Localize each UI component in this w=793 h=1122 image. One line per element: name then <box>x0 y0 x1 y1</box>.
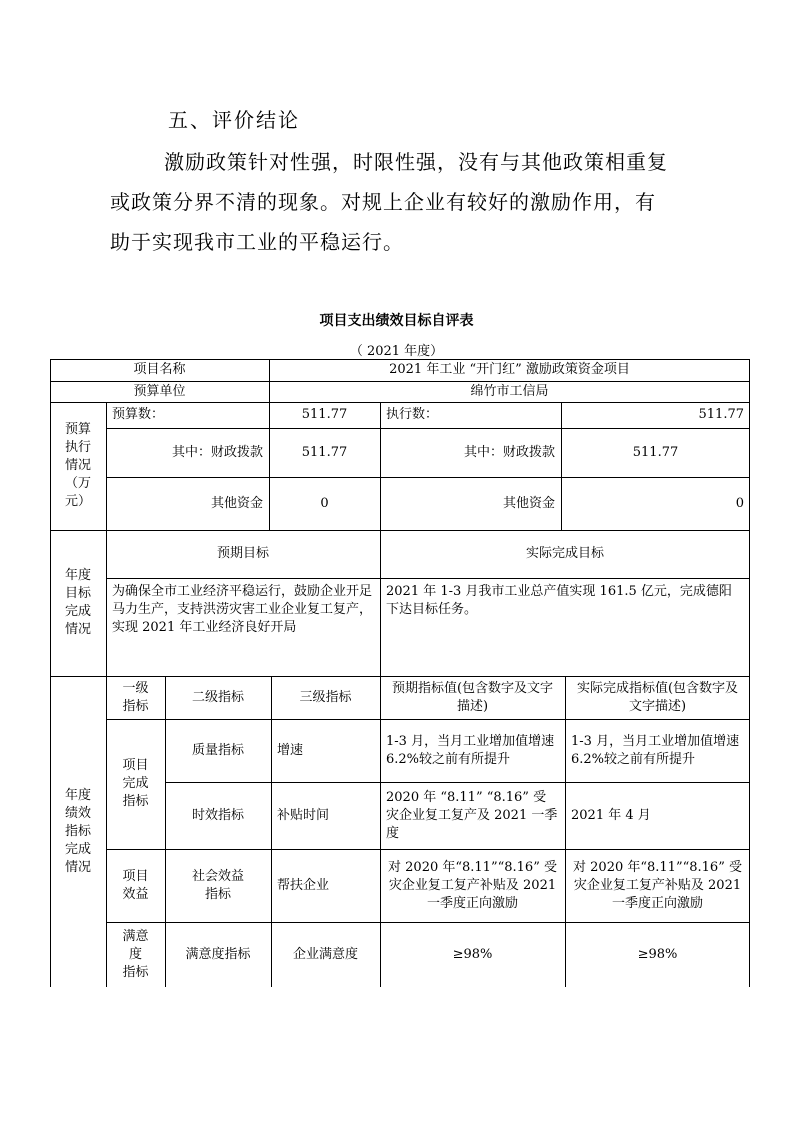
conclusion-line-3: 助于实现我市工业的平稳运行。 <box>110 230 404 254</box>
label-part: 项目 <box>122 758 149 773</box>
label-part: 完成 <box>122 776 149 791</box>
social-benefit-actual: 对 2020 年“8.11”“8.16” 受灾企业复工复产补贴及 2021 一季度正向激励 <box>573 859 742 911</box>
label-part: 年度 <box>64 787 91 803</box>
other-funds-exec-value: 0 <box>735 495 744 511</box>
satisfaction-l3: 企业满意度 <box>292 946 358 962</box>
performance-label <box>50 676 106 987</box>
actual-goal-text: 2021 年 1-3 月我市工业总产值实现 161.5 亿元，完成德阳下达目标任务。 <box>386 584 732 617</box>
other-funds-label: 其他资金 <box>210 495 263 511</box>
social-benefit-l3: 帮扶企业 <box>277 877 330 893</box>
satisfaction-indicator: 满意度指标 <box>185 946 251 962</box>
exec-amount-value: 511.77 <box>698 407 744 422</box>
performance-table <box>50 359 750 987</box>
label-part: 指标 <box>122 698 149 714</box>
label-part: 指标 <box>64 823 91 839</box>
expected-goal-text: 为确保全市工业经济平稳运行，鼓励企业开足马力生产，支持洪涝灾害工业企业复工复产，实现 2021 年工业经济良好开局 <box>112 584 373 635</box>
timeliness-indicator: 时效指标 <box>191 807 244 823</box>
other-funds-exec-label: 其他资金 <box>502 495 555 511</box>
actual-goal-header: 实际完成目标 <box>525 546 604 561</box>
timeliness-expected: 2020 年 “8.11” “8.16” 受灾企业复工复产及 2021 一季度 <box>386 789 558 841</box>
col-level2-header: 二级指标 <box>191 689 244 705</box>
other-funds-value: 0 <box>320 495 329 511</box>
label-part: 指标 <box>204 886 231 902</box>
timeliness-actual: 2021 年 4 月 <box>571 807 651 823</box>
col-level3-header: 三级指标 <box>299 689 352 705</box>
budget-section-label <box>50 402 106 530</box>
label-part: 指标 <box>122 794 149 809</box>
quality-indicator: 质量指标 <box>191 742 244 758</box>
label-part: 情况 <box>64 859 91 875</box>
label-part: 情况 <box>64 622 91 637</box>
label-part: 完成 <box>64 604 91 619</box>
social-benefit-expected: 对 2020 年“8.11”“8.16” 受灾企业复工复产补贴及 2021 一季度正向激励 <box>388 859 557 911</box>
label-part: 执行 <box>64 440 91 455</box>
col-expected-header: 预期指标值(包含数字及文字描述) <box>391 680 554 714</box>
label-part: 项目 <box>122 868 149 884</box>
label-part: 社会效益 <box>191 868 244 884</box>
col-actual-header: 实际完成指标值(包含数字及文字描述) <box>576 680 739 714</box>
satisfaction-expected: ≥98% <box>452 946 493 962</box>
label-part: 效益 <box>122 886 149 902</box>
expected-goal-header: 预期目标 <box>216 546 269 561</box>
annual-goal-label <box>50 530 106 676</box>
exec-amount-label: 执行数： <box>386 407 439 422</box>
fiscal-label: 其中：财政拨款 <box>171 444 263 460</box>
quality-expected: 1-3 月，当月工业增加值增速 6.2%较之前有所提升 <box>386 733 555 767</box>
quality-l3: 增速 <box>277 742 304 758</box>
label-part: 完成 <box>64 841 91 857</box>
timeliness-l3: 补贴时间 <box>277 807 330 823</box>
fiscal-exec-label: 其中：财政拨款 <box>463 444 555 460</box>
col-level1-header <box>106 676 165 719</box>
social-benefit-indicator <box>165 849 271 922</box>
fiscal-exec-value: 511.77 <box>632 444 679 460</box>
fiscal-value: 511.77 <box>301 444 348 460</box>
budget-amount-label: 预算数： <box>112 407 165 422</box>
satisfaction-actual: ≥98% <box>637 946 678 962</box>
project-name-value: 2021 年工业 “开门红” 激励政策资金项目 <box>389 362 630 377</box>
conclusion-line-2: 或政策分界不清的现象。对规上企业有较好的激励作用，有 <box>110 190 656 214</box>
label-part: 绩效 <box>64 805 91 821</box>
label-part: 元） <box>64 494 91 509</box>
budget-amount-value: 511.77 <box>301 407 348 422</box>
label-part: 目标 <box>64 586 91 601</box>
group-satisfaction-label <box>106 922 165 987</box>
label-part: 情况 <box>64 458 91 473</box>
label-part: （万 <box>64 476 91 491</box>
label-part: 满意 <box>122 928 149 944</box>
budget-unit-label: 预算单位 <box>133 383 186 399</box>
label-part: 一级 <box>122 680 149 696</box>
label-part: 年度 <box>64 568 91 583</box>
group-benefit-label <box>106 849 165 922</box>
budget-unit-value: 绵竹市工信局 <box>470 383 549 399</box>
conclusion-line-1: 激励政策针对性强，时限性强，没有与其他政策相重复 <box>164 150 668 174</box>
project-name-label: 项目名称 <box>133 362 186 377</box>
label-part: 预算 <box>64 422 91 437</box>
label-part: 度 <box>128 946 142 962</box>
table-year: （ 2021 年度） <box>349 344 444 359</box>
table-title: 项目支出绩效目标自评表 <box>319 313 474 329</box>
group-completion-label <box>106 719 165 849</box>
quality-actual: 1-3 月，当月工业增加值增速 6.2%较之前有所提升 <box>571 733 740 767</box>
label-part: 指标 <box>122 964 149 980</box>
section-heading: 五、评价结论 <box>168 108 300 132</box>
